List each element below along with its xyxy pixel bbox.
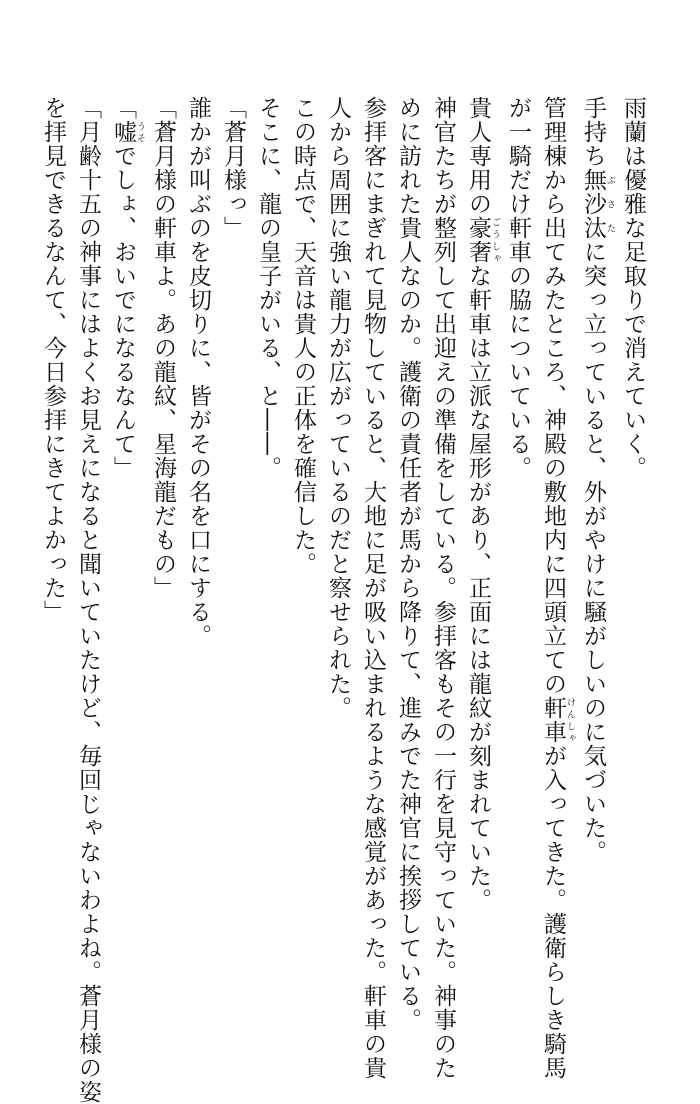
text-line-12: 「蒼月様っ」 bbox=[220, 96, 246, 240]
text-line-9: 人から周囲に強い龍力が広がっているのだと察せられた。 bbox=[325, 96, 351, 720]
text-line-13: 誰かが叫ぶのを皮切りに、皆がその名を口にする。 bbox=[185, 96, 211, 648]
text-line-16: 「月齢十五の神事にはよくお見えになると聞いていたけど、毎回じゃないわよね。蒼月様の姿 bbox=[75, 96, 101, 1104]
ruby-uso: 嘘 うそ bbox=[110, 120, 145, 144]
ruby-busata-reading: ぶさた bbox=[605, 168, 615, 240]
text-line-3: 管理棟から出てみたところ、神殿の敷地内に四頭立ての軒車 けんしゃが入ってきた。護衛らしき騎馬 bbox=[540, 96, 575, 1080]
text-line-8: 参拝客にまぎれて見物していると、大地に足が吸い込まれるような感覚があった。軒車の貴 bbox=[360, 96, 386, 1080]
ruby-uso-reading: うそ bbox=[135, 120, 145, 144]
text-line-4: が一騎だけ軒車の脇についている。 bbox=[505, 96, 531, 480]
text-line-6: 神官たちが整列して出迎えの準備をしている。参拝客もその一行を見守っていた。神事のた bbox=[430, 96, 456, 1080]
text-line-15: 「嘘 うそでしょ、おいでになるなんて」 bbox=[110, 96, 145, 480]
ruby-kensha-reading: けんしゃ bbox=[565, 696, 575, 744]
text-line-11: そこに、龍の皇子がいる、と――。 bbox=[255, 96, 281, 480]
ruby-goushya-reading: ごうしゃ bbox=[490, 216, 500, 264]
text-line-7: めに訪れた貴人なのか。護衛の責任者が馬から降りて、進みでた神官に挨拶している。 bbox=[395, 96, 421, 1032]
ruby-busata: 無沙汰 ぶさた bbox=[580, 168, 615, 240]
vertical-text-body bbox=[35, 96, 650, 1104]
text-line-5: 貴人専用の豪奢 ごうしゃな軒車は立派な屋形があり、正面には龍紋が刻まれていた。 bbox=[465, 96, 500, 912]
text-line-17: を拝見できるなんて、今日参拝にきてよかった」 bbox=[40, 96, 66, 624]
text-line-1: 雨蘭は優雅な足取りで消えていく。 bbox=[620, 96, 646, 480]
text-line-14: 「蒼月様の軒車よ。あの龍紋、星海龍だもの」 bbox=[150, 96, 176, 600]
ruby-goushya: 豪奢 ごうしゃ bbox=[465, 216, 500, 264]
text-line-10: この時点で、天音は貴人の正体を確信した。 bbox=[290, 96, 316, 576]
ruby-kensha: 軒車 けんしゃ bbox=[540, 696, 575, 744]
text-line-2: 手持ち無沙汰 ぶさたに突っ立っていると、外がやけに騒がしいのに気づいた。 bbox=[580, 96, 615, 864]
